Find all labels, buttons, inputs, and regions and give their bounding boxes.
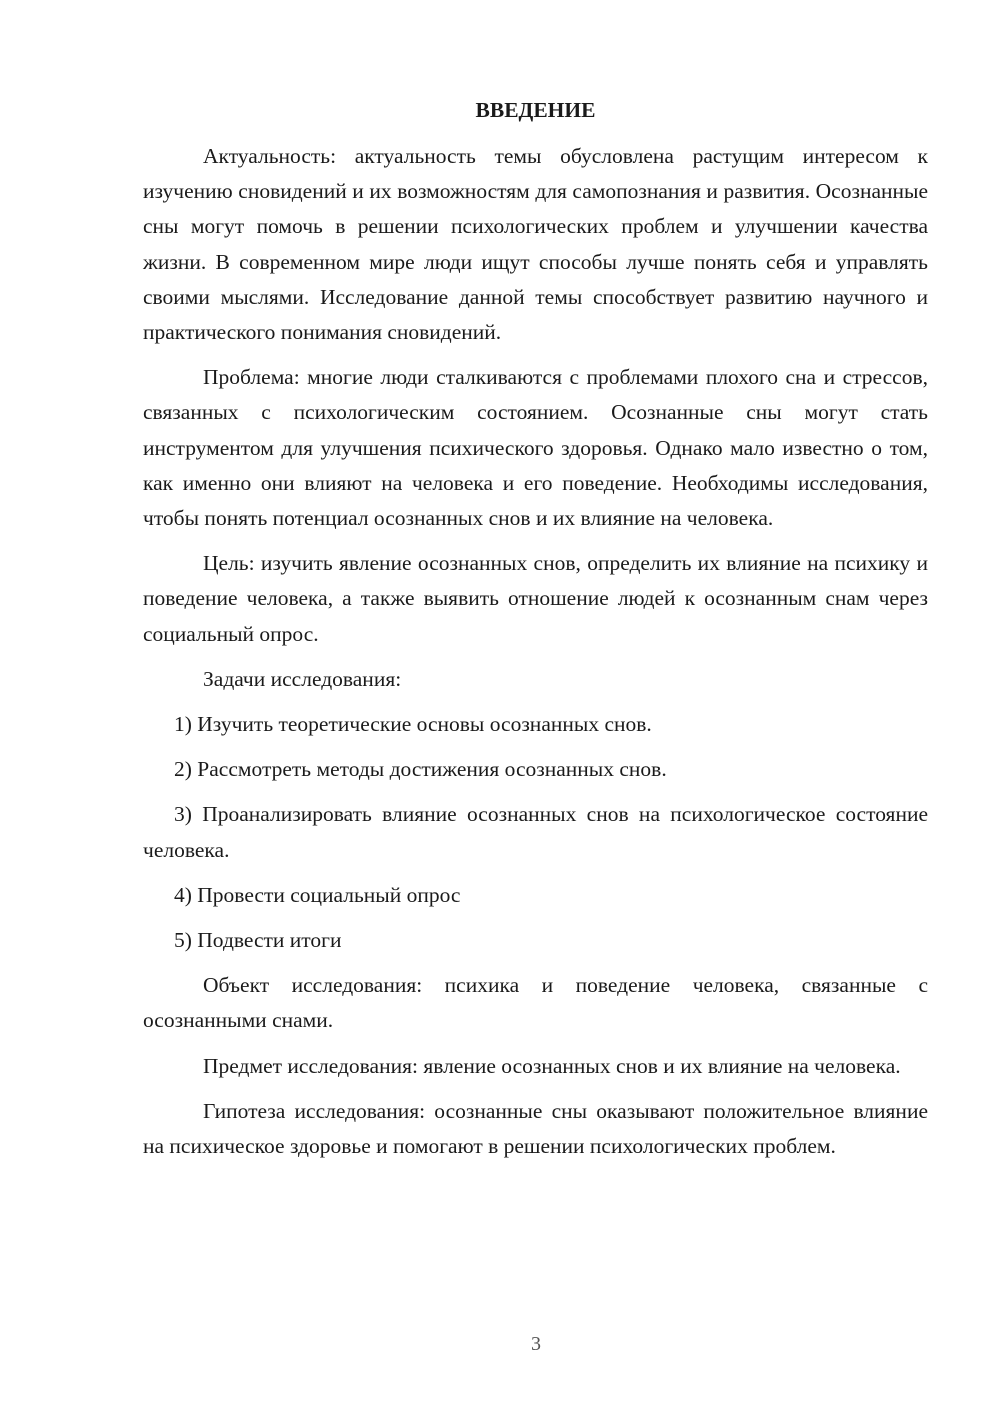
tasks-heading: Задачи исследования: bbox=[203, 666, 402, 691]
task-item: 3) Проанализировать влияние осознанных снов на психологическое состояние человека. bbox=[143, 802, 928, 862]
subject-paragraph: Предмет исследования: явление осознанных снов и их влияние на человека. bbox=[203, 1053, 901, 1078]
goal-paragraph: Цель: изучить явление осознанных снов, определить их влияние на психику и поведение человека, а также выявить отношение людей к осознанным снам через социальный опрос. bbox=[143, 551, 928, 646]
task-item: 1) Изучить теоретические основы осознанных снов. bbox=[174, 712, 652, 737]
document-page bbox=[143, 92, 928, 1174]
object-paragraph: Объект исследования: психика и поведение человека, связанные с осознанными снами. bbox=[143, 973, 928, 1033]
section-heading: ВВЕДЕНИЕ bbox=[475, 98, 596, 122]
task-item: 5) Подвести итоги bbox=[174, 928, 342, 953]
relevance-paragraph: Актуальность: актуальность темы обусловлена растущим интересом к изучению сновидений и их возможностям для самопознания и развития. Осознанные сны могут помочь в решении психологических проблем и улучшении качества жизни. В современном мире люди ищут способы лучше понять себя и управлять своими мыслями. Исследование данной темы способствует развитию научного и практического понимания сновидений. bbox=[143, 144, 928, 345]
task-item: 2) Рассмотреть методы достижения осознанных снов. bbox=[174, 757, 667, 782]
hypothesis-paragraph: Гипотеза исследования: осознанные сны оказывают положительное влияние на психическое здоровье и помогают в решении психологических проблем. bbox=[143, 1098, 928, 1159]
page-number: 3 bbox=[531, 1333, 541, 1355]
problem-paragraph: Проблема: многие люди сталкиваются с проблемами плохого сна и стрессов, связанных с психологическим состоянием. Осознанные сны могут стать инструментом для улучшения психического здоровья. Однако мало известно о том, как именно они влияют на человека и его поведение. Необходимы исследования, чтобы понять потенциал осознанных снов и их влияние на человека. bbox=[143, 365, 928, 531]
task-item: 4) Провести социальный опрос bbox=[174, 882, 461, 907]
